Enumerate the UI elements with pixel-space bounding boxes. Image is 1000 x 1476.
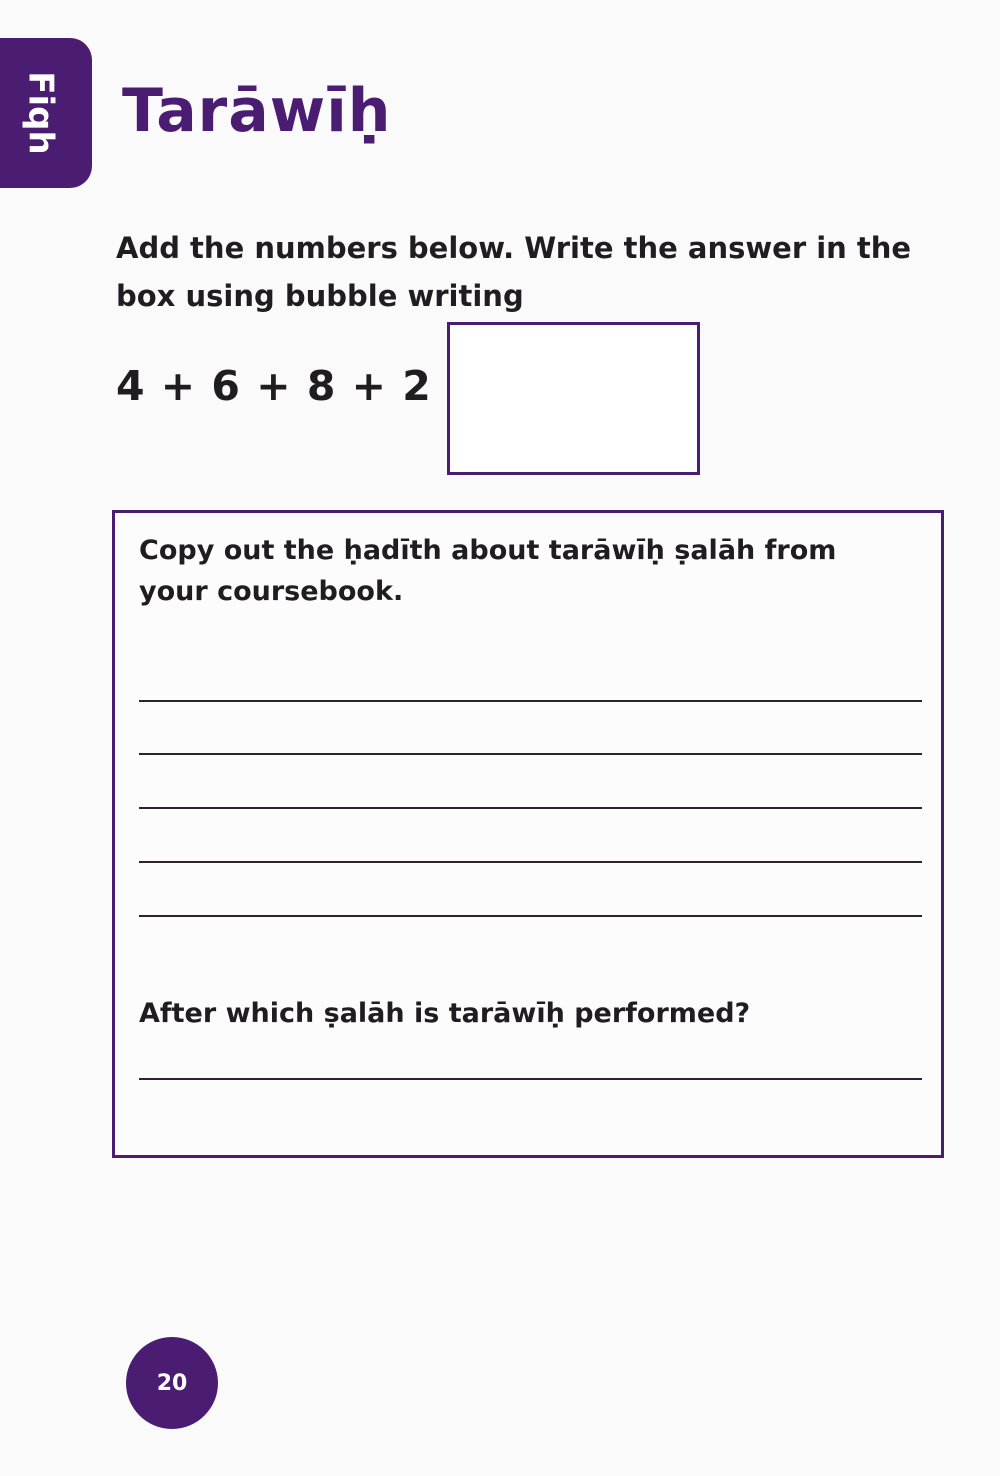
sum-expression: 4 + 6 + 8 + 2 — [116, 362, 432, 410]
copy-hadith-prompt: Copy out the ḥadīth about tarāwīḥ ṣalāh from your coursebook. — [139, 535, 837, 607]
exercise-box — [112, 510, 944, 1158]
section-tab — [0, 38, 92, 188]
page-number: 20 — [126, 1337, 218, 1429]
writing-line[interactable] — [139, 753, 922, 755]
writing-line[interactable] — [139, 700, 922, 702]
writing-line[interactable] — [139, 915, 922, 917]
writing-line[interactable] — [139, 807, 922, 809]
instruction-text: Add the numbers below. Write the answer in the box using bubble writing — [116, 231, 912, 313]
answer-line[interactable] — [139, 1078, 922, 1080]
section-tab-label: Fiqh — [21, 71, 61, 155]
answer-box[interactable] — [447, 322, 700, 475]
salah-question: After which ṣalāh is tarāwīḥ performed? — [139, 998, 751, 1029]
writing-line[interactable] — [139, 861, 922, 863]
page-title: Tarāwīḥ — [122, 76, 392, 146]
